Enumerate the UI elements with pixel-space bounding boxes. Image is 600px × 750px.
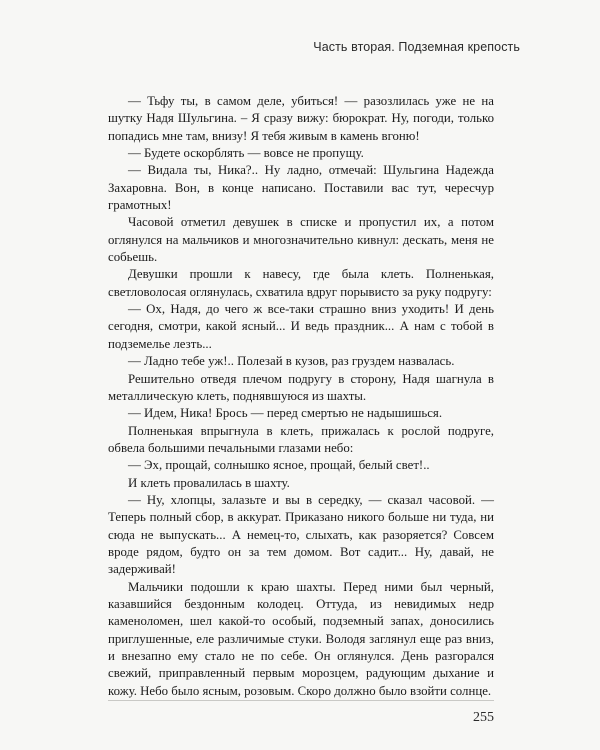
- paragraph: Решительно отведя плечом подругу в сторону, Надя шагнула в металлическую клеть, поднявшуюся из шахты.: [108, 371, 494, 403]
- paragraph: — Идем, Ника! Брось — перед смертью не надышишься.: [128, 406, 443, 421]
- footer-divider: [108, 700, 494, 701]
- paragraph: Девушки прошли к навесу, где была клеть. Полненькая, светловолосая оглянулась, схватила вдруг порывисто за руку подругу:: [108, 267, 494, 299]
- body-text: [108, 93, 494, 700]
- paragraph: — Ладно тебе уж!.. Полезай в кузов, раз груздем назвалась.: [128, 354, 455, 369]
- running-header: Часть вторая. Подземная крепость: [313, 40, 520, 54]
- paragraph: И клеть провалилась в шахту.: [128, 475, 290, 490]
- paragraph: — Ох, Надя, до чего ж все-таки страшно вниз уходить! И день сегодня, смотри, какой ясный... И ведь праздник... А нам с тобой в подземелье лезть...: [108, 302, 494, 351]
- paragraph: — Тьфу ты, в самом деле, убиться! — разозлилась уже не на шутку Надя Шульгина. – Я сразу вижу: бюрократ. Ну, погоди, только попадись мне там, внизу! Я тебя живым в камень вгоню!: [108, 94, 494, 143]
- paragraph: Полненькая впрыгнула в клеть, прижалась к рослой подруге, обвела большими печальными глазами небо:: [108, 423, 494, 455]
- page-number: 255: [473, 710, 494, 725]
- paragraph: — Видала ты, Ника?.. Ну ладно, отмечай: Шульгина Надежда Захаровна. Вон, в конце написано. Поставили вас тут, чересчур грамотных!: [108, 163, 494, 213]
- paragraph: — Будете оскорблять — вовсе не пропущу.: [128, 146, 364, 161]
- paragraph: — Эх, прощай, солнышко ясное, прощай, белый свет!..: [128, 458, 430, 473]
- paragraph: Часовой отметил девушек в списке и пропустил их, а потом оглянулся на мальчиков и многозначительно кивнул: дескать, меня не собьешь.: [108, 215, 494, 265]
- paragraph: Мальчики подошли к краю шахты. Перед ними был черный, казавшийся бездонным колодец. Оттуда, из невидимых недр каменоломен, шел какой-то особый, подземный запах, доносились приглушенные, еле различимые стуки. Володя заглянул еще раз вниз, и внезапно ему стало не по себе. Он оглянулся. День разгорался свежий, приправленный первым морозцем, радующим дыхание и кожу. Небо было ясным, розовым. Скоро должно было взойти солнце.: [108, 579, 494, 698]
- paragraph: — Ну, хлопцы, залазьте и вы в середку, — сказал часовой. — Теперь полный сбор, в аккурат. Приказано никого больше ни туда, ни сюда не выпускать... А немец-то, слыхать, как разоряется? Совсем вроде рядом, будто он за тем домом. Вот садит... Ну, давай, не задерживай!: [108, 492, 494, 577]
